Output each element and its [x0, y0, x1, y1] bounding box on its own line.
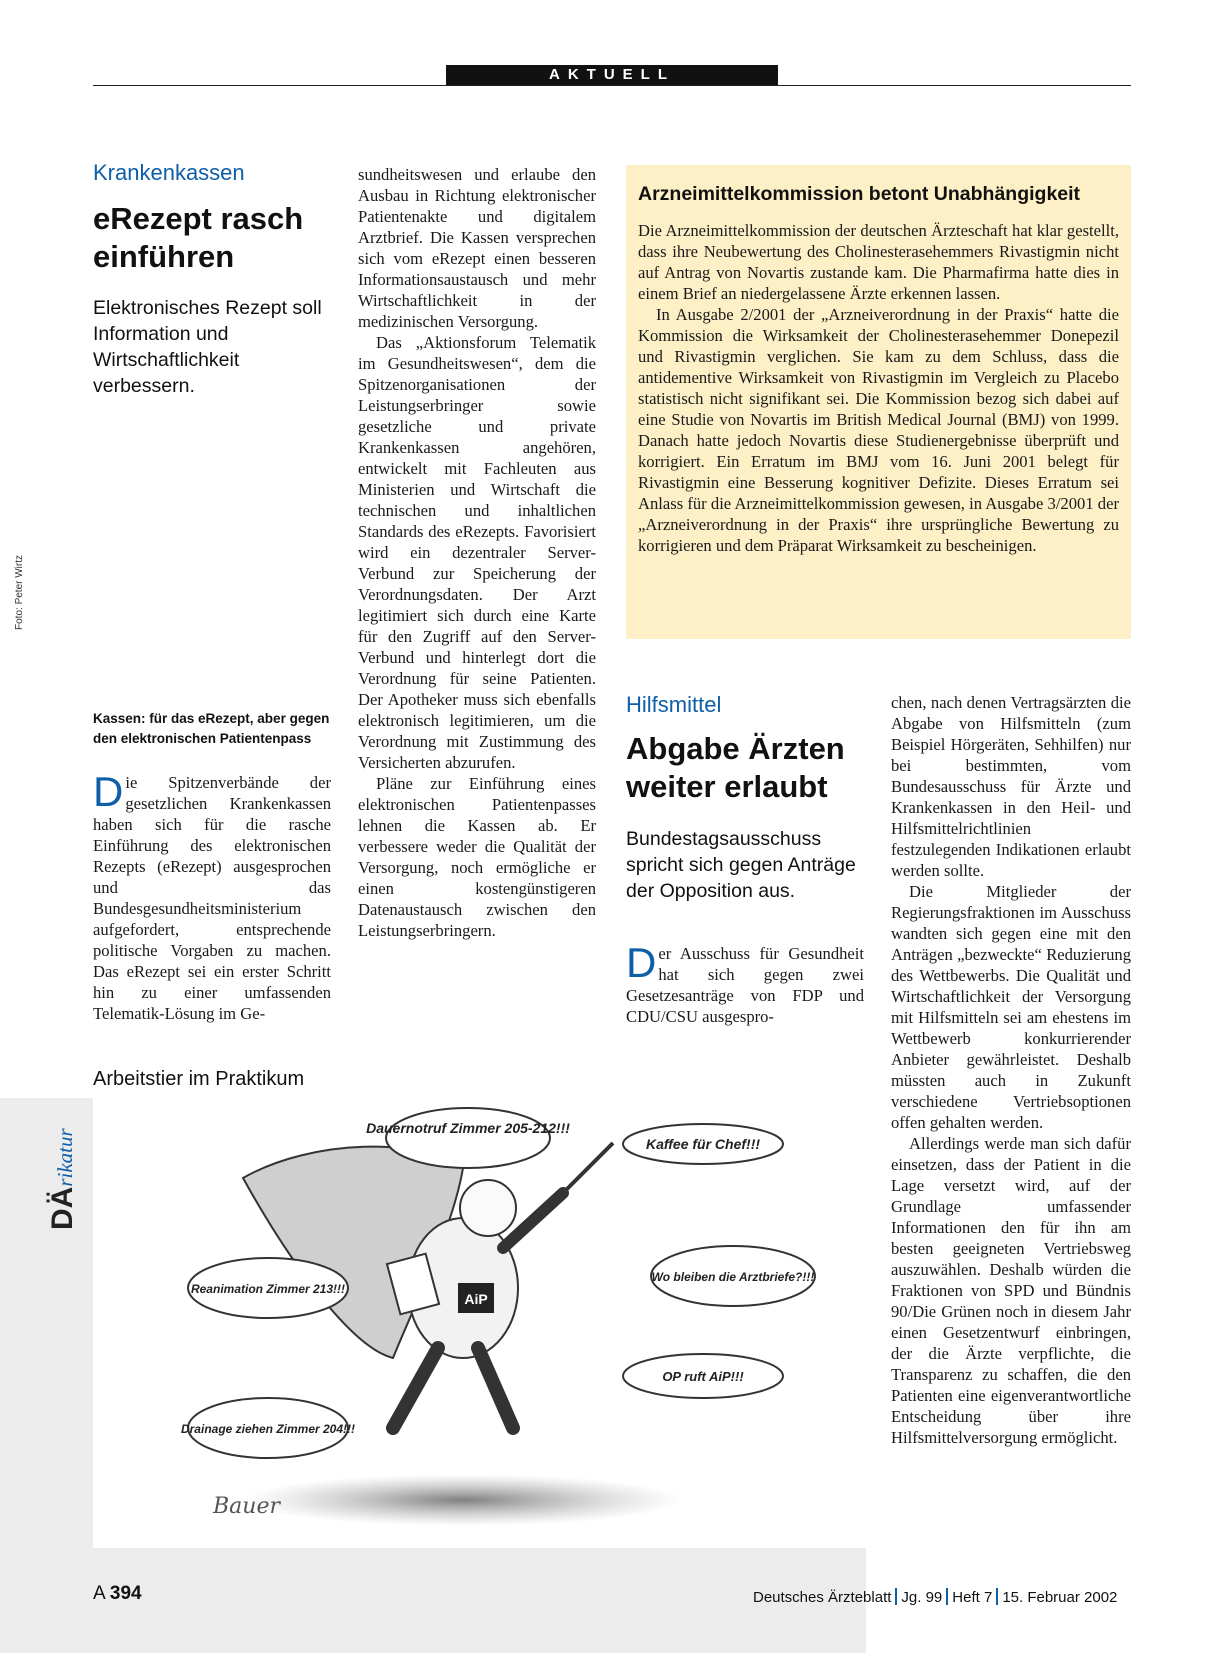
bubble-text: OP ruft AiP!!!	[662, 1369, 744, 1384]
bubble-text: Dauernotruf Zimmer 205-212!!!	[366, 1120, 570, 1136]
journal-issue: Heft 7	[952, 1589, 993, 1606]
article1-column-1	[93, 772, 331, 1028]
article1-lead: Elektronisches Rezept soll Information und Wirtschaftlichkeit verbessern.	[93, 297, 322, 397]
bubble-text: Drainage ziehen Zimmer 204!!!	[180, 1422, 356, 1436]
article1-col2-paragraph: Das „Aktionsforum Telematik im Gesundheitswesen“, dem die Spitzenorganisationen der Leistungserbringer sowie gesetzliche und private Krankenkassen angehören, entwickelt mit Fachleuten aus Ministerien und Wirtschaft die technischen und inhaltlichen Standards des eRezepts. Favorisiert wird ein dezentraler Server-Verbund zur Speicherung der Verordnungsdaten. Der Arzt legitimiert sich durch eine Karte für den Zugriff auf den Server-Verbund und hinterlegt dort die Verordnung für seine Patienten. Der Apotheker muss sich ebenfalls elektronisch legitimieren, um die Verordnung mit Zustimmung des Versicherten abzurufen.	[358, 333, 596, 772]
page-number-value: 394	[109, 1583, 142, 1604]
article1-kicker: Krankenkassen	[93, 160, 245, 185]
dropcap: D	[93, 772, 124, 815]
page-number	[93, 1583, 142, 1605]
article1-photo-caption: Kassen: für das eRezept, aber gegen den elektronischen Patientenpass	[93, 711, 330, 746]
article2-col2-paragraph: Allerdings werde man sich dafür einsetzen, dass der Patient in die Lage versetzt wird, auf der Grundlage umfassender Informationen den für ihn am besten geeigneten Vertriebsweg auszuwählen. Deshalb würden die Fraktionen von SPD und Bündnis 90/Die Grünen noch in diesem Jahr einen Gesetzentwurf einbringen, der die Ärzte verpflichte, die Transparenz zu schaffen, die den Patienten eine eigenverantwortliche Entscheidung über ihre Hilfsmittelversorgung ermöglicht.	[891, 1134, 1131, 1447]
hero-head	[460, 1180, 516, 1236]
dropcap: D	[626, 943, 657, 986]
article2-column-2	[891, 692, 1131, 1560]
sidebar-paragraph: Die Arzneimittelkommission der deutschen Ärzteschaft hat klar gestellt, dass ihre Neubewertung des Cholinesterasehemmers Rivastigmin nicht auf Antrag von Novartis zustande kam. Die Pharmafirma hatte dies in einem Brief an niedergelassene Ärzte erkennen lassen.	[638, 221, 1119, 303]
bubble-text: Wo bleiben die Arztbriefe?!!!	[651, 1270, 815, 1284]
article2-col1-text: er Ausschuss für Gesundheit hat sich gegen zwei Gesetzesanträge von FDP und CDU/CSU ausgespro-	[626, 944, 864, 1026]
article1-headline: eRezept rasch einführen	[93, 201, 304, 274]
article2-column-1	[626, 943, 864, 1029]
article2-col2-paragraph: Die Mitglieder der Regierungsfraktionen im Ausschuss wandten sich gegen eine mit den Anträgen „bezweckte“ Reduzierung des Wettbewerbs. Die Qualität und Wirtschaftlichkeit der Versorgung mit Hilfsmitteln sei am ehestens im Wettbewerb konkurrierender Anbieter gewährleistet. Deshalb müssten auch in Zukunft verschiedene Vertriebsoptionen offen gehalten werden.	[891, 882, 1131, 1132]
article1-col2-paragraph: sundheitswesen und erlaube den Ausbau in Richtung elektronischer Patientenakte und digitalem Arztbrief. Die Kassen versprechen sich vom eRezept einen besseren Informationsaustausch und mehr Wirtschaftlichkeit in der medizinischen Versorgung.	[358, 165, 596, 331]
bubble-text: Kaffee für Chef!!!	[645, 1136, 761, 1152]
cartoon-illustration	[93, 1098, 866, 1548]
sidebar-box	[626, 165, 1131, 639]
article2-kicker: Hilfsmittel	[626, 692, 722, 717]
cartoon-title: Arbeitstier im Praktikum	[93, 1068, 305, 1090]
article2-col2-paragraph: chen, nach denen Vertragsärzten die Abgabe von Hilfsmitteln (zum Beispiel Hörgeräten, Sehhilfen) nur bei bestimmten, vom Bundesausschuss für Ärzte und Krankenkassen in den Heil- und Hilfsmittelrichtlinien festzulegenden Indikationen erlaubt werden sollte.	[891, 693, 1131, 880]
aip-badge-text: AiP	[464, 1291, 488, 1307]
ground-shadow	[243, 1474, 683, 1526]
sidebar-title: Arzneimittelkommission betont Unabhängigkeit	[638, 183, 1081, 205]
sidebar-text	[638, 220, 1119, 556]
dae-rikatur-logo	[46, 1110, 86, 1230]
journal-name: Deutsches Ärzteblatt	[753, 1589, 892, 1606]
journal-volume: Jg. 99	[901, 1589, 943, 1606]
article1-col1-text: ie Spitzenverbände der gesetzlichen Krankenkassen haben sich für die rasche Einführung des elektronischen Rezepts (eRezept) ausgesprochen und das Bundesgesundheitsministerium aufgefordert, entsprechende politische Vorgaben zu machen. Das eRezept sei ein erster Schritt hin zu einer umfassenden Telematik-Lösung im Ge-	[93, 773, 331, 1023]
svg-text:Dauernotruf Zimmer 205-212!!!	[366, 1120, 570, 1136]
footer-separator	[895, 1588, 897, 1605]
article1-column-2	[358, 164, 596, 1029]
dae-logo-letters: DÄ	[46, 1186, 79, 1230]
rikatur-label: rikatur	[53, 1128, 77, 1187]
speech-bubble	[651, 1246, 815, 1306]
journal-date: 15. Februar 2002	[1002, 1589, 1118, 1606]
header-rule	[93, 85, 1131, 86]
sidebar-paragraph: In Ausgabe 2/2001 der „Arzneiverordnung in der Praxis“ hatte die Kommission die Wirksamkeit der Cholinesterasehemmer Donepezil und Rivastigmin verglichen. Sie kam zu dem Schluss, dass die antidementive Wirksamkeit von Rivastigmin im Vergleich zu Placebo statistisch nicht signifikant sei. Die Kommission bezog sich dabei auf eine Studie von Novartis im British Medical Journal (BMJ) von 1999. Danach hatte jedoch Novartis diese Studienergebnisse überprüft und korrigiert. Ein Erratum im BMJ vom 16. Juni 2001 belegt für Rivastigmin eine Besserung kognitiver Defizite. Dieses Erratum sei Anlass für die Arzneimittelkommission gewesen, in Ausgabe 3/2001 der „Arzneiverordnung in der Praxis“ ihre ursprüngliche Bewertung zu korrigieren und dem Präparat Wirksamkeit zu bescheinigen.	[638, 305, 1119, 555]
photo-credit: Foto: Peter Wirtz	[14, 554, 25, 630]
article1-col2-paragraph: Pläne zur Einführung eines elektronischen Patientenpasses lehnen die Kassen ab. Er verbessere weder die Qualität der Versorgung, noch ermögliche er einen kostengünstigeren Datenaustausch zwischen den Leistungserbringern.	[358, 774, 596, 940]
journal-footer	[753, 1588, 1117, 1606]
article2-lead: Bundestagsausschuss spricht sich gegen Anträge der Opposition aus.	[626, 828, 856, 902]
speech-bubble	[181, 1398, 355, 1458]
hero-legs	[393, 1348, 513, 1428]
section-label: AKTUELL	[446, 65, 778, 85]
speech-bubble	[188, 1258, 348, 1318]
cartoonist-signature: Bauer	[213, 1494, 280, 1519]
speech-bubble	[623, 1124, 783, 1164]
footer-separator	[996, 1588, 998, 1605]
speech-bubble	[623, 1354, 783, 1398]
article2-headline: Abgabe Ärzten weiter erlaubt	[626, 731, 845, 804]
footer-separator	[946, 1588, 948, 1605]
bubble-text: Reanimation Zimmer 213!!!	[190, 1282, 346, 1296]
syringe-icon	[563, 1143, 613, 1193]
page-prefix: A	[93, 1583, 105, 1604]
